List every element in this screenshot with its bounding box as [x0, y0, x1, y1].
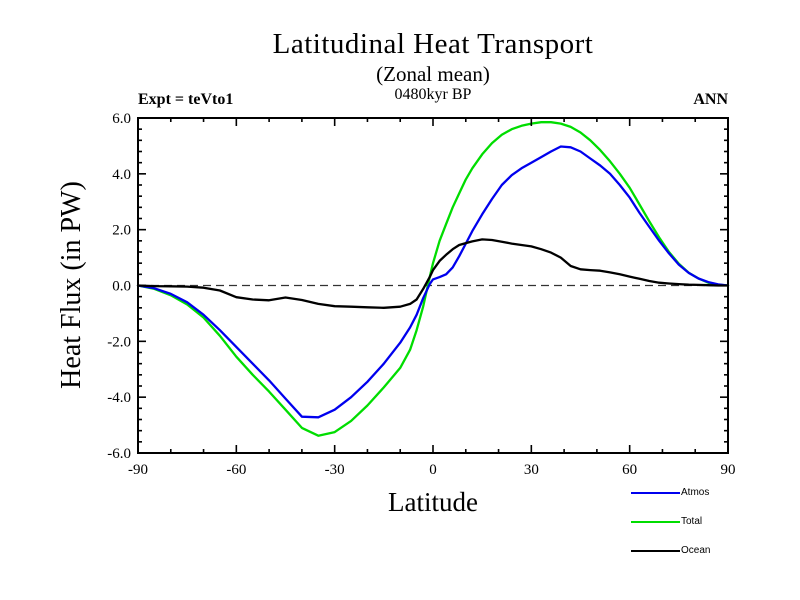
legend-label-total: Total [681, 516, 703, 527]
legend-item-atmos [631, 487, 791, 499]
x-tick-label: 90 [720, 462, 736, 478]
x-tick-label: 30 [523, 462, 539, 478]
legend-item-total [631, 516, 791, 528]
y-tick-label: -6.0 [107, 446, 131, 462]
x-tick-label: -60 [226, 462, 247, 478]
x-tick-label: -30 [324, 462, 345, 478]
y-tick-label: 4.0 [112, 166, 131, 183]
legend-label-ocean: Ocean [681, 545, 711, 556]
x-axis-title: Latitude [388, 487, 478, 517]
y-tick-label: 2.0 [112, 222, 131, 239]
ocean-line-swatch [631, 550, 680, 552]
x-tick-label: 60 [622, 462, 638, 478]
legend [631, 487, 791, 574]
season-label: ANN [693, 91, 728, 108]
y-tick-label: -2.0 [107, 334, 131, 351]
y-axis-title: Heat Flux (in PW) [56, 181, 87, 389]
legend-item-ocean [631, 545, 791, 557]
atmos-line-swatch [631, 492, 680, 494]
series-line-ocean [138, 239, 728, 307]
x-tick-label: -90 [128, 462, 148, 478]
y-tick-label: -4.0 [107, 390, 131, 407]
y-tick-label: 0.0 [112, 278, 131, 295]
series-line-atmos [138, 147, 728, 418]
total-line-swatch [631, 521, 680, 523]
chart-subtitle: (Zonal mean) [376, 62, 490, 86]
page-title: Latitudinal Heat Transport [272, 28, 594, 60]
legend-label-atmos: Atmos [681, 487, 710, 498]
experiment-label: Expt = teVto1 [138, 91, 234, 108]
x-tick-label: 0 [429, 462, 437, 478]
time-label: 0480kyr BP [394, 86, 472, 103]
y-tick-label: 6.0 [112, 111, 131, 127]
